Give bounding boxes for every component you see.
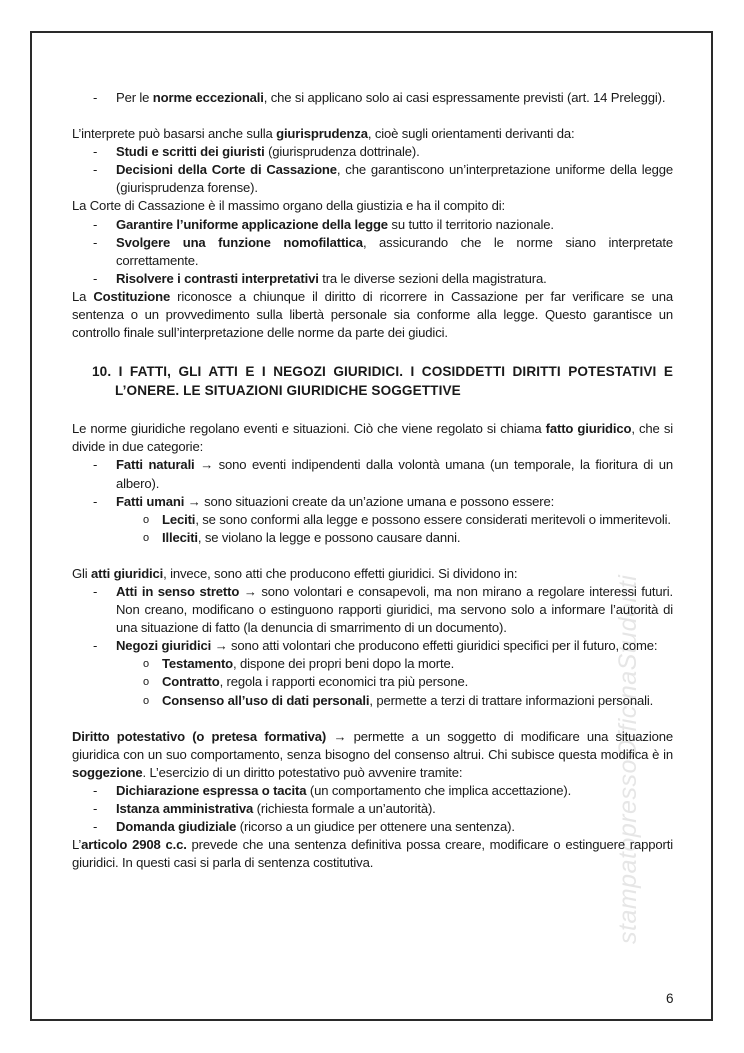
list-item: - Decisioni della Corte di Cassazione, che garantiscono un’interpretazione uniforme della legge (giurisprudenza forense). [93, 162, 673, 196]
sub-list-item: o Testamento, dispone dei propri beni dopo la morte. [116, 655, 673, 673]
list-item: - Risolvere i contrasti interpretativi tra le diverse sezioni della magistratura. [72, 270, 673, 288]
circle-bullet: o [143, 676, 149, 689]
dash-bullet: - [93, 583, 98, 599]
circle-bullet: o [143, 694, 149, 707]
list-item: - Dichiarazione espressa o tacita (un comportamento che implica accettazione). [72, 782, 673, 800]
watermark: stampatopressoOfficinaStudenti [614, 574, 642, 944]
sub-list-item: o Consenso all’uso di dati personali, permette a terzi di trattare informazioni personali. [116, 692, 673, 710]
section-heading: 10. I FATTI, GLI ATTI E I NEGOZI GIURIDICI. I COSIDDETTI DIRITTI POTESTATIVI E L’ONERE. LE SITUAZIONI GIURIDICHE SOGGETTIVE [92, 364, 673, 399]
sub-list-item: o Leciti, se sono conformi alla legge e possono essere considerati meritevoli o immeritevoli. [116, 511, 673, 529]
paragraph-articolo-2908: L’articolo 2908 c.c. prevede che una sentenza definitiva possa creare, modificare o estinguere rapporti giuridici. In questi casi si parla di sentenza costitutiva. [72, 837, 673, 871]
dash-bullet: - [93, 782, 98, 798]
dash-bullet: - [93, 638, 98, 654]
paragraph-costituzione: La Costituzione riconosce a chiunque il diritto di ricorrere in Cassazione per far verificare se una sentenza o un provvedimento sulla libertà personale sia conforme alla legge. Questo garantisce un controllo finale sull’interpretazione delle norme da parte dei giudici. [72, 288, 673, 341]
page-number: 6 [666, 991, 674, 1006]
sub-list-negozi [116, 655, 673, 709]
list-item: - Garantire l’uniforme applicazione della legge su tutto il territorio nazionale. [72, 216, 673, 234]
dash-bullet: - [93, 801, 98, 816]
dash-bullet: - [93, 234, 98, 250]
bullet-list-exceptional-norms [72, 89, 673, 107]
paragraph-giurisprudenza: L’interprete può basarsi anche sulla giurisprudenza, cioè sugli orientamenti derivanti da: [72, 126, 575, 142]
document-body [72, 89, 673, 872]
bullet-list-modalita [72, 782, 673, 836]
dash-bullet: - [93, 270, 98, 286]
dash-bullet: - [93, 90, 98, 105]
circle-bullet: o [143, 531, 149, 544]
paragraph-atti-giuridici: Gli atti giuridici, invece, sono atti che producono effetti giuridici. Si dividono in: [72, 565, 518, 581]
circle-bullet: o [143, 658, 149, 671]
bullet-list-cassazione-duties [72, 216, 673, 288]
dash-bullet: - [93, 493, 98, 509]
list-item: - Domanda giudiziale (ricorso a un giudice per ottenere una sentenza). [72, 818, 673, 836]
dash-bullet: - [93, 144, 98, 160]
bullet-list-fatti [72, 456, 673, 546]
bullet-list-atti [72, 583, 673, 710]
list-item: - Negozi giuridici → sono atti volontari che producono effetti giuridici specifici per il futuro, come: o Testamento, dispone dei propri beni dopo la morte. o Contratto, regola i rapporti economici tra più persone. o Consenso all’uso di dati personali, permette a terzi di trattare informazioni personali. [72, 637, 673, 709]
dash-bullet: - [93, 216, 98, 232]
list-item: - Istanza amministrativa (richiesta formale a un’autorità). [72, 800, 673, 818]
bullet-list-sources [72, 143, 673, 197]
list-item: - Per le norme eccezionali, che si applicano solo ai casi espressamente previsti (art. 14 Preleggi). [72, 89, 673, 107]
list-item: - Svolgere una funzione nomofilattica, assicurando che le norme siano interpretate correttamente. [93, 234, 673, 268]
circle-bullet: o [143, 513, 149, 526]
dash-bullet: - [93, 457, 98, 473]
dash-bullet: - [93, 819, 98, 835]
paragraph-diritto-potestativo: Diritto potestativo (o pretesa formativa) → permette a un soggetto di modificare una situazione giuridica con un suo comportamento, senza bisogno del consenso altrui. Chi subisce questa modifica è in soggezione. L’esercizio di un diritto potestativo può avvenire tramite: [72, 728, 673, 780]
list-item: - Studi e scritti dei giuristi (giurisprudenza dottrinale). [72, 143, 673, 161]
sub-list-fatti-umani [116, 511, 673, 547]
sub-list-item: o Contratto, regola i rapporti economici tra più persone. [116, 673, 673, 691]
list-item: - Fatti umani → sono situazioni create da un’azione umana e possono essere: o Leciti, se sono conformi alla legge e possono essere considerati meritevoli o immeritevoli. o Illeciti, se violano la legge e possono causare danni. [72, 493, 673, 547]
paragraph-fatto-giuridico: Le norme giuridiche regolano eventi e situazioni. Ciò che viene regolato si chiama fatto giuridico, che si divide in due categorie: [72, 421, 673, 455]
list-item: - Fatti naturali → sono eventi indipendenti dalla volontà umana (un temporale, la fioritura di un albero). [93, 457, 673, 491]
paragraph-cassazione: La Corte di Cassazione è il massimo organo della giustizia e ha il compito di: [72, 198, 505, 214]
list-item: - Atti in senso stretto → sono volontari e consapevoli, ma non mirano a regolare interessi futuri. Non creano, modificano o estinguono rapporti giuridici, ma servono solo a informare l’autorità di una situazione di fatto (la denuncia di smarrimento di un documento). [93, 583, 673, 636]
sub-list-item: o Illeciti, se violano la legge e possono causare danni. [116, 529, 673, 547]
dash-bullet: - [93, 162, 98, 178]
